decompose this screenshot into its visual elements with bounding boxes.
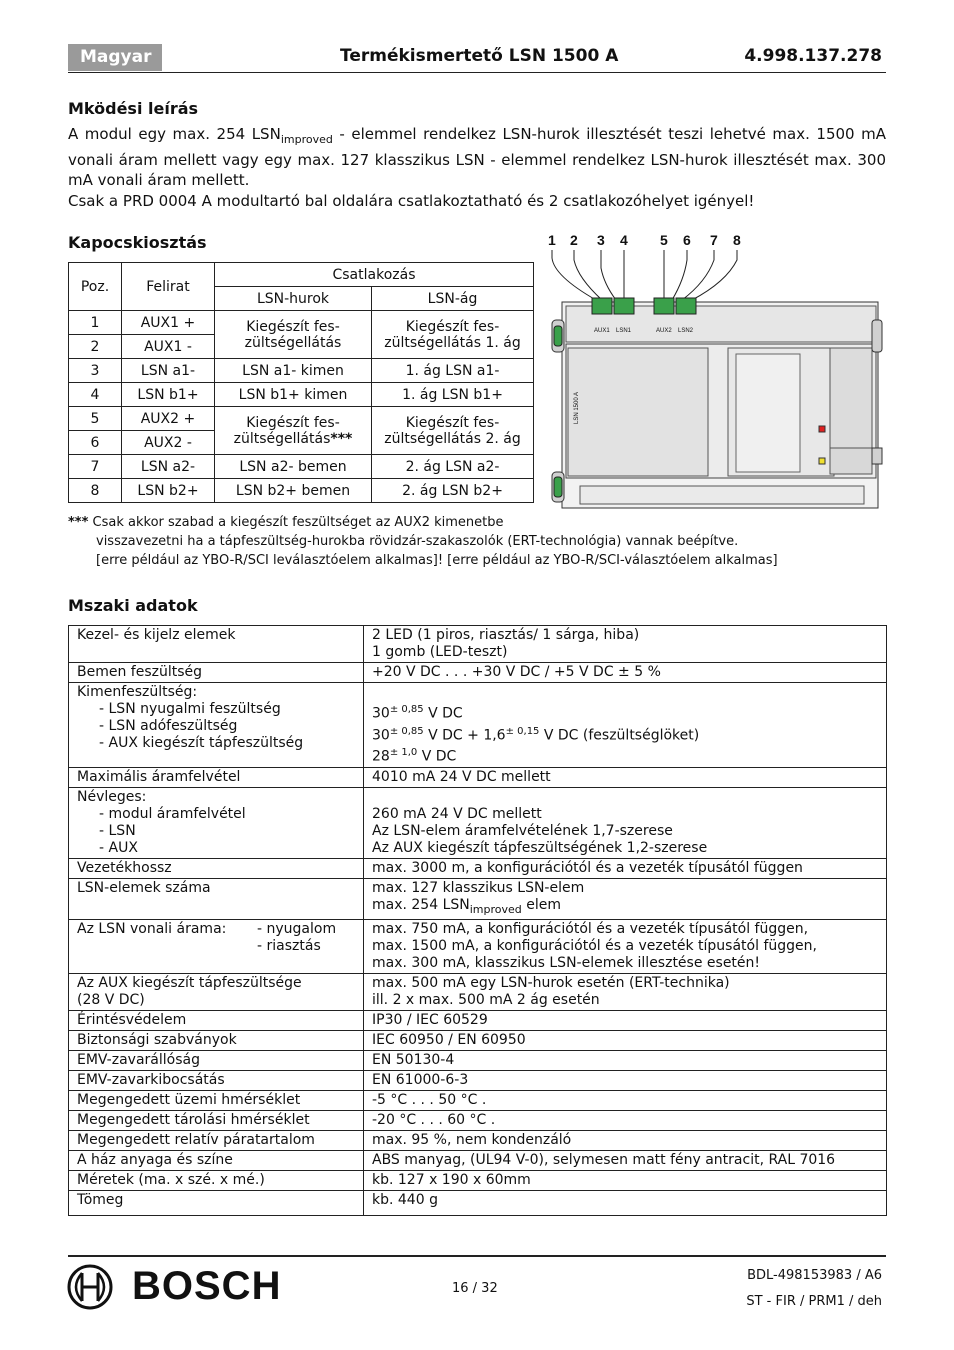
table-row: 7 LSN a2- LSN a2- bemen 2. ág LSN a2- xyxy=(69,455,534,479)
pin-number: 2 xyxy=(570,232,578,248)
technical-data-table xyxy=(68,625,887,1216)
section-title-technical: Mszaki adatok xyxy=(68,596,198,615)
pin-number: 3 xyxy=(597,232,605,248)
page-number: 16 / 32 xyxy=(452,1281,498,1296)
table-row: 3 LSN a1- LSN a1- kimen 1. ág LSN a1- xyxy=(69,359,534,383)
table-row: Biztonsági szabványok IEC 60950 / EN 60950 xyxy=(69,1030,887,1050)
table-row: Az AUX kiegészít tápfeszültsége (28 V DC) max. 500 mA egy LSN-hurok esetén (ERT-technika) ill. 2 x max. 500 mA 2 ág esetén xyxy=(69,973,887,1010)
document-code: 4.998.137.278 xyxy=(744,46,882,66)
terminal-label-lsn1: LSN1 xyxy=(616,328,632,334)
language-label: Magyar xyxy=(68,44,162,71)
module-diagram xyxy=(540,228,886,513)
table-row: Tömeg kb. 440 g xyxy=(69,1190,887,1215)
table-row: EMV-zavarállóság EN 50130-4 xyxy=(69,1050,887,1070)
table-row: EMV-zavarkibocsátás EN 61000-6-3 xyxy=(69,1070,887,1090)
table-row: 5 AUX2 + Kiegészít fes-zültségellátás*** Kiegészít fes-zültségellátás 2. ág xyxy=(69,407,534,431)
table-row: Maximális áramfelvétel 4010 mA 24 V DC mellett xyxy=(69,767,887,787)
header-lsn-hurok: LSN-hurok xyxy=(215,287,372,311)
table-row: Névleges: - modul áramfelvétel - LSN - AUX 260 mA 24 V DC mellett Az LSN-elem áramfelvételének 1,7-szerese Az AUX kiegészít tápfeszültségének 1,2-szerese xyxy=(69,787,887,858)
document-title: Termékismertető LSN 1500 A xyxy=(340,46,619,66)
section-title-terminals: Kapocskiosztás xyxy=(68,233,207,252)
terminal-label-aux1: AUX1 xyxy=(594,328,610,334)
terminal-label-aux2: AUX2 xyxy=(656,328,672,334)
header-lsn-ag: LSN-ág xyxy=(372,287,534,311)
table-row: Érintésvédelem IP30 / IEC 60529 xyxy=(69,1010,887,1030)
table-row: Bemen feszültség +20 V DC . . . +30 V DC / +5 V DC ± 5 % xyxy=(69,663,887,683)
mounting-note: Csak a PRD 0004 A modultartó bal oldalára csatlakoztatható és 2 csatlakozóhelyet igényel! xyxy=(68,192,755,210)
terminal-table xyxy=(68,262,534,503)
pin-number: 4 xyxy=(620,232,628,248)
pin-number: 6 xyxy=(683,232,691,248)
pin-number: 1 xyxy=(548,232,556,248)
bosch-logo-icon xyxy=(66,1263,114,1311)
header-felirat: Felirat xyxy=(122,263,215,311)
pin-number: 8 xyxy=(733,232,741,248)
table-row: 8 LSN b2+ LSN b2+ bemen 2. ág LSN b2+ xyxy=(69,479,534,503)
table-row: 6 AUX2 - xyxy=(69,431,534,455)
section-title-operation: Mködési leírás xyxy=(68,99,199,118)
table-row: A ház anyaga és színe ABS manyag, (UL94 V-0), selymesen matt fény antracit, RAL 7016 xyxy=(69,1150,887,1170)
doc-reference: BDL-498153983 / A6 ST - FIR / PRM1 / deh xyxy=(746,1268,882,1309)
table-row: Megengedett tárolási hmérséklet -20 °C . . . 60 °C . xyxy=(69,1110,887,1130)
header-poz: Poz. xyxy=(69,263,122,311)
table-row: Kezel- és kijelz elemek 2 LED (1 piros, riasztás/ 1 sárga, hiba) 1 gomb (LED-teszt) xyxy=(69,626,887,663)
table-row: 4 LSN b1+ LSN b1+ kimen 1. ág LSN b1+ xyxy=(69,383,534,407)
operation-paragraph: A modul egy max. 254 $LSN_{improved}$ - elemmel rendelkez LSN-hurok illesztését teszi lehetvé max. 1500 mA vonali áram mellett vagy egy max. 127 klasszikus LSN - elemmel rendelkez LSN-hurok illesztését max. 300 mA vonali áram mellett. xyxy=(68,125,886,189)
table-row: Az LSN vonali árama: - nyugalom - riasztás max. 750 mA, a konfigurációtól és a vezeték típusától függen, max. 1500 mA, a konfigurációtól és a vezeték típusától függen, max. 300 mA, klasszikus LSN-elemek illesztése esetén! xyxy=(69,919,887,973)
footnote: *** Csak akkor szabad a kiegészít feszültséget az AUX2 kimenetbe visszavezetni ha a tápfeszültség-hurokba rövidzár-szakaszolók (ERT-technológia) vannak beépítve. [erre például az YBO-R/SCI leválasztóelem alkalmas]! [erre például az YBO-R/SCI-választóelem alkalmas] xyxy=(68,515,778,568)
table-row: Méretek (ma. x szé. x mé.) kb. 127 x 190 x 60mm xyxy=(69,1170,887,1190)
table-row: Vezetékhossz max. 3000 m, a konfigurációtól és a vezeték típusától függen xyxy=(69,858,887,878)
page-header xyxy=(68,42,886,73)
footer-divider xyxy=(68,1255,886,1257)
terminal-label-lsn2: LSN2 xyxy=(678,328,694,334)
header-csatlakozas: Csatlakozás xyxy=(215,263,534,287)
table-row: 1 AUX1 + Kiegészít fes-zültségellátás Kiegészít fes-zültségellátás 1. ág xyxy=(69,311,534,335)
pin-number: 5 xyxy=(660,232,668,248)
table-row: Kimenfeszültség: - LSN nyugalmi feszültség - LSN adófeszültség - AUX kiegészít tápfeszültség $30^{\pm 0,85}$ V DC $30^{\pm 0,85}$ V DC + $1,6^{\pm 0,15}$ V DC (feszültséglöket) $28^{\pm 1,0}$ V DC xyxy=(69,683,887,768)
table-row: LSN-elemek száma max. 127 klasszikus LSN-elem max. 254 $LSN_{improved}$ elem xyxy=(69,878,887,919)
table-row: 2 AUX1 - xyxy=(69,335,534,359)
table-row: Megengedett relatív páratartalom max. 95 %, nem kondenzáló xyxy=(69,1130,887,1150)
pin-number: 7 xyxy=(710,232,718,248)
module-label: LSN 1500 A xyxy=(574,391,580,424)
table-row: Megengedett üzemi hmérséklet -5 °C . . . 50 °C . xyxy=(69,1090,887,1110)
brand-wordmark: BOSCH xyxy=(132,1264,282,1308)
